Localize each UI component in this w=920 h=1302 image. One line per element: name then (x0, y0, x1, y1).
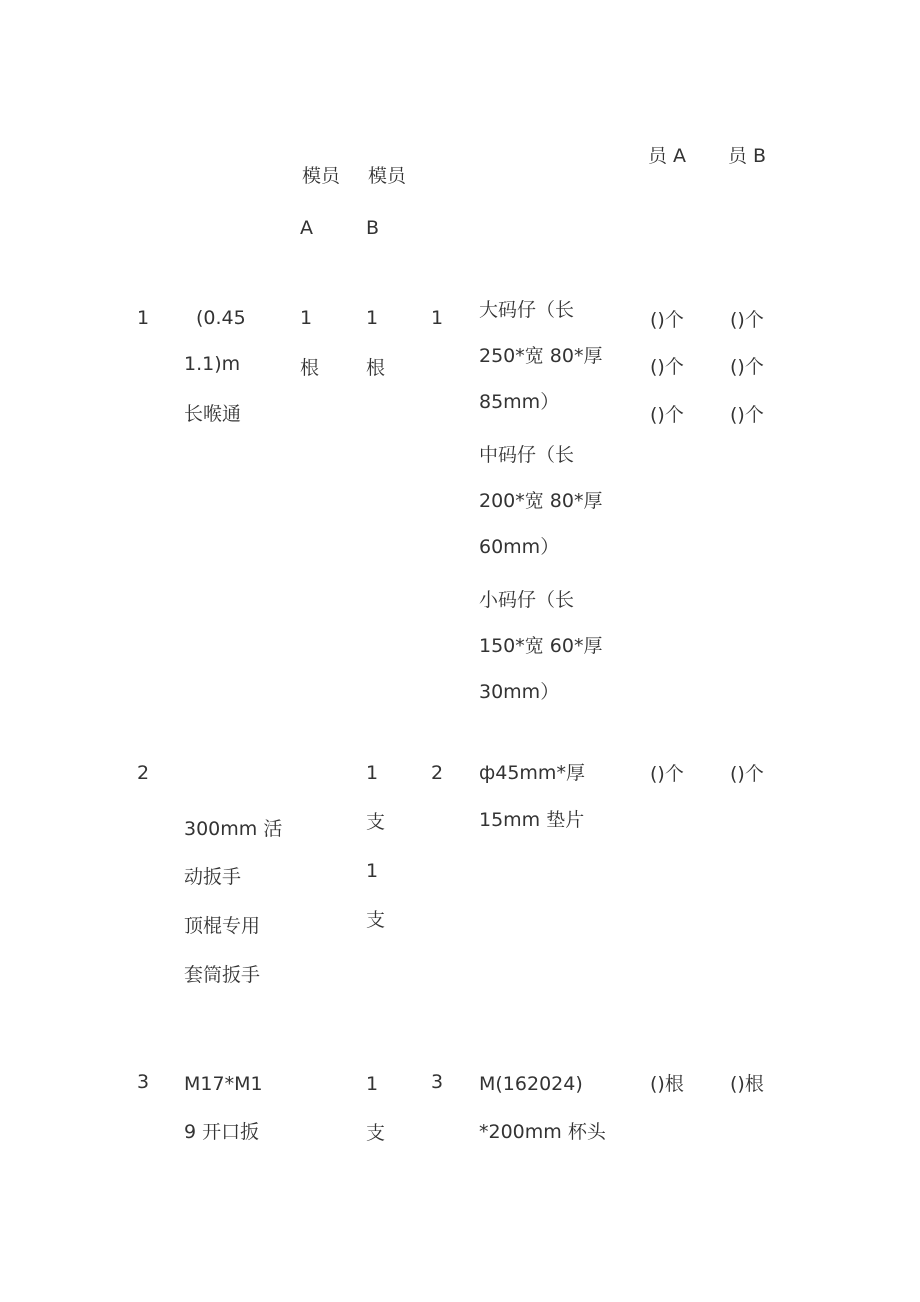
row2-name-line4: 套筒扳手 (184, 964, 261, 986)
row2-count-a: ()个 (650, 763, 684, 785)
row2-qty-1-unit: 支 (366, 811, 386, 833)
header-mold-a-bottom: A (300, 217, 313, 239)
row3-item-line1: M(162024) (479, 1073, 583, 1095)
row1-count-a-2: ()个 (650, 356, 684, 378)
row1-number-2: 1 (431, 307, 444, 329)
row1-item2-line3: 60mm） (479, 536, 560, 558)
row1-item1-line1: 大码仔（长 (479, 299, 575, 321)
row1-count-b-1: ()个 (730, 309, 764, 331)
row1-count-a-3: ()个 (650, 404, 684, 426)
row1-qty-a-unit: 根 (300, 357, 320, 379)
row1-qty-a-num: 1 (300, 307, 313, 329)
row2-count-b: ()个 (730, 763, 764, 785)
row2-item-line1: ф45mm*厚 (479, 762, 585, 784)
row2-qty-1-num: 1 (366, 762, 379, 784)
row1-item2-line1: 中码仔（长 (479, 444, 575, 466)
row1-item3-line3: 30mm） (479, 681, 560, 703)
row1-name-line2: 1.1)m (184, 353, 241, 375)
row2-name-line1: 300mm 活 (184, 818, 283, 840)
row3-number: 3 (137, 1071, 150, 1093)
row2-qty-2-num: 1 (366, 860, 379, 882)
row2-item-line2: 15mm 垫片 (479, 809, 585, 831)
row1-count-b-3: ()个 (730, 404, 764, 426)
header-mold-b-top: 模员 (368, 165, 407, 187)
row1-item1-line3: 85mm） (479, 391, 560, 413)
row3-count-a: ()根 (650, 1073, 684, 1095)
row3-count-b: ()根 (730, 1073, 764, 1095)
row1-item3-line1: 小码仔（长 (479, 589, 575, 611)
row2-qty-2-unit: 支 (366, 909, 386, 931)
header-mold-b-bottom: B (366, 217, 380, 239)
row1-item2-line2: 200*宽 80*厚 (479, 490, 603, 512)
header-mold-a-top: 模员 (302, 165, 341, 187)
row3-number-2: 3 (431, 1071, 444, 1093)
row1-name-line3: 长喉通 (184, 403, 242, 425)
row1-count-a-1: ()个 (650, 309, 684, 331)
row3-qty-unit: 支 (366, 1122, 386, 1144)
row1-count-b-2: ()个 (730, 356, 764, 378)
row3-qty-num: 1 (366, 1073, 379, 1095)
row3-name-line1: M17*M1 (184, 1073, 263, 1095)
row3-name-line2: 9 开口扳 (184, 1121, 260, 1143)
row2-number-2: 2 (431, 762, 444, 784)
header-staff-a: 员 A (648, 145, 687, 167)
row2-name-line3: 顶棍专用 (184, 915, 261, 937)
row1-item1-line2: 250*宽 80*厚 (479, 345, 603, 367)
row1-number: 1 (137, 307, 150, 329)
header-staff-b: 员 B (728, 145, 767, 167)
row1-qty-b-unit: 根 (366, 357, 386, 379)
row1-item3-line2: 150*宽 60*厚 (479, 635, 603, 657)
row2-name-line2: 动扳手 (184, 866, 242, 888)
row2-number: 2 (137, 762, 150, 784)
row1-name-line1: (0.45 (196, 307, 246, 329)
row3-item-line2: *200mm 杯头 (479, 1121, 606, 1143)
row1-qty-b-num: 1 (366, 307, 379, 329)
